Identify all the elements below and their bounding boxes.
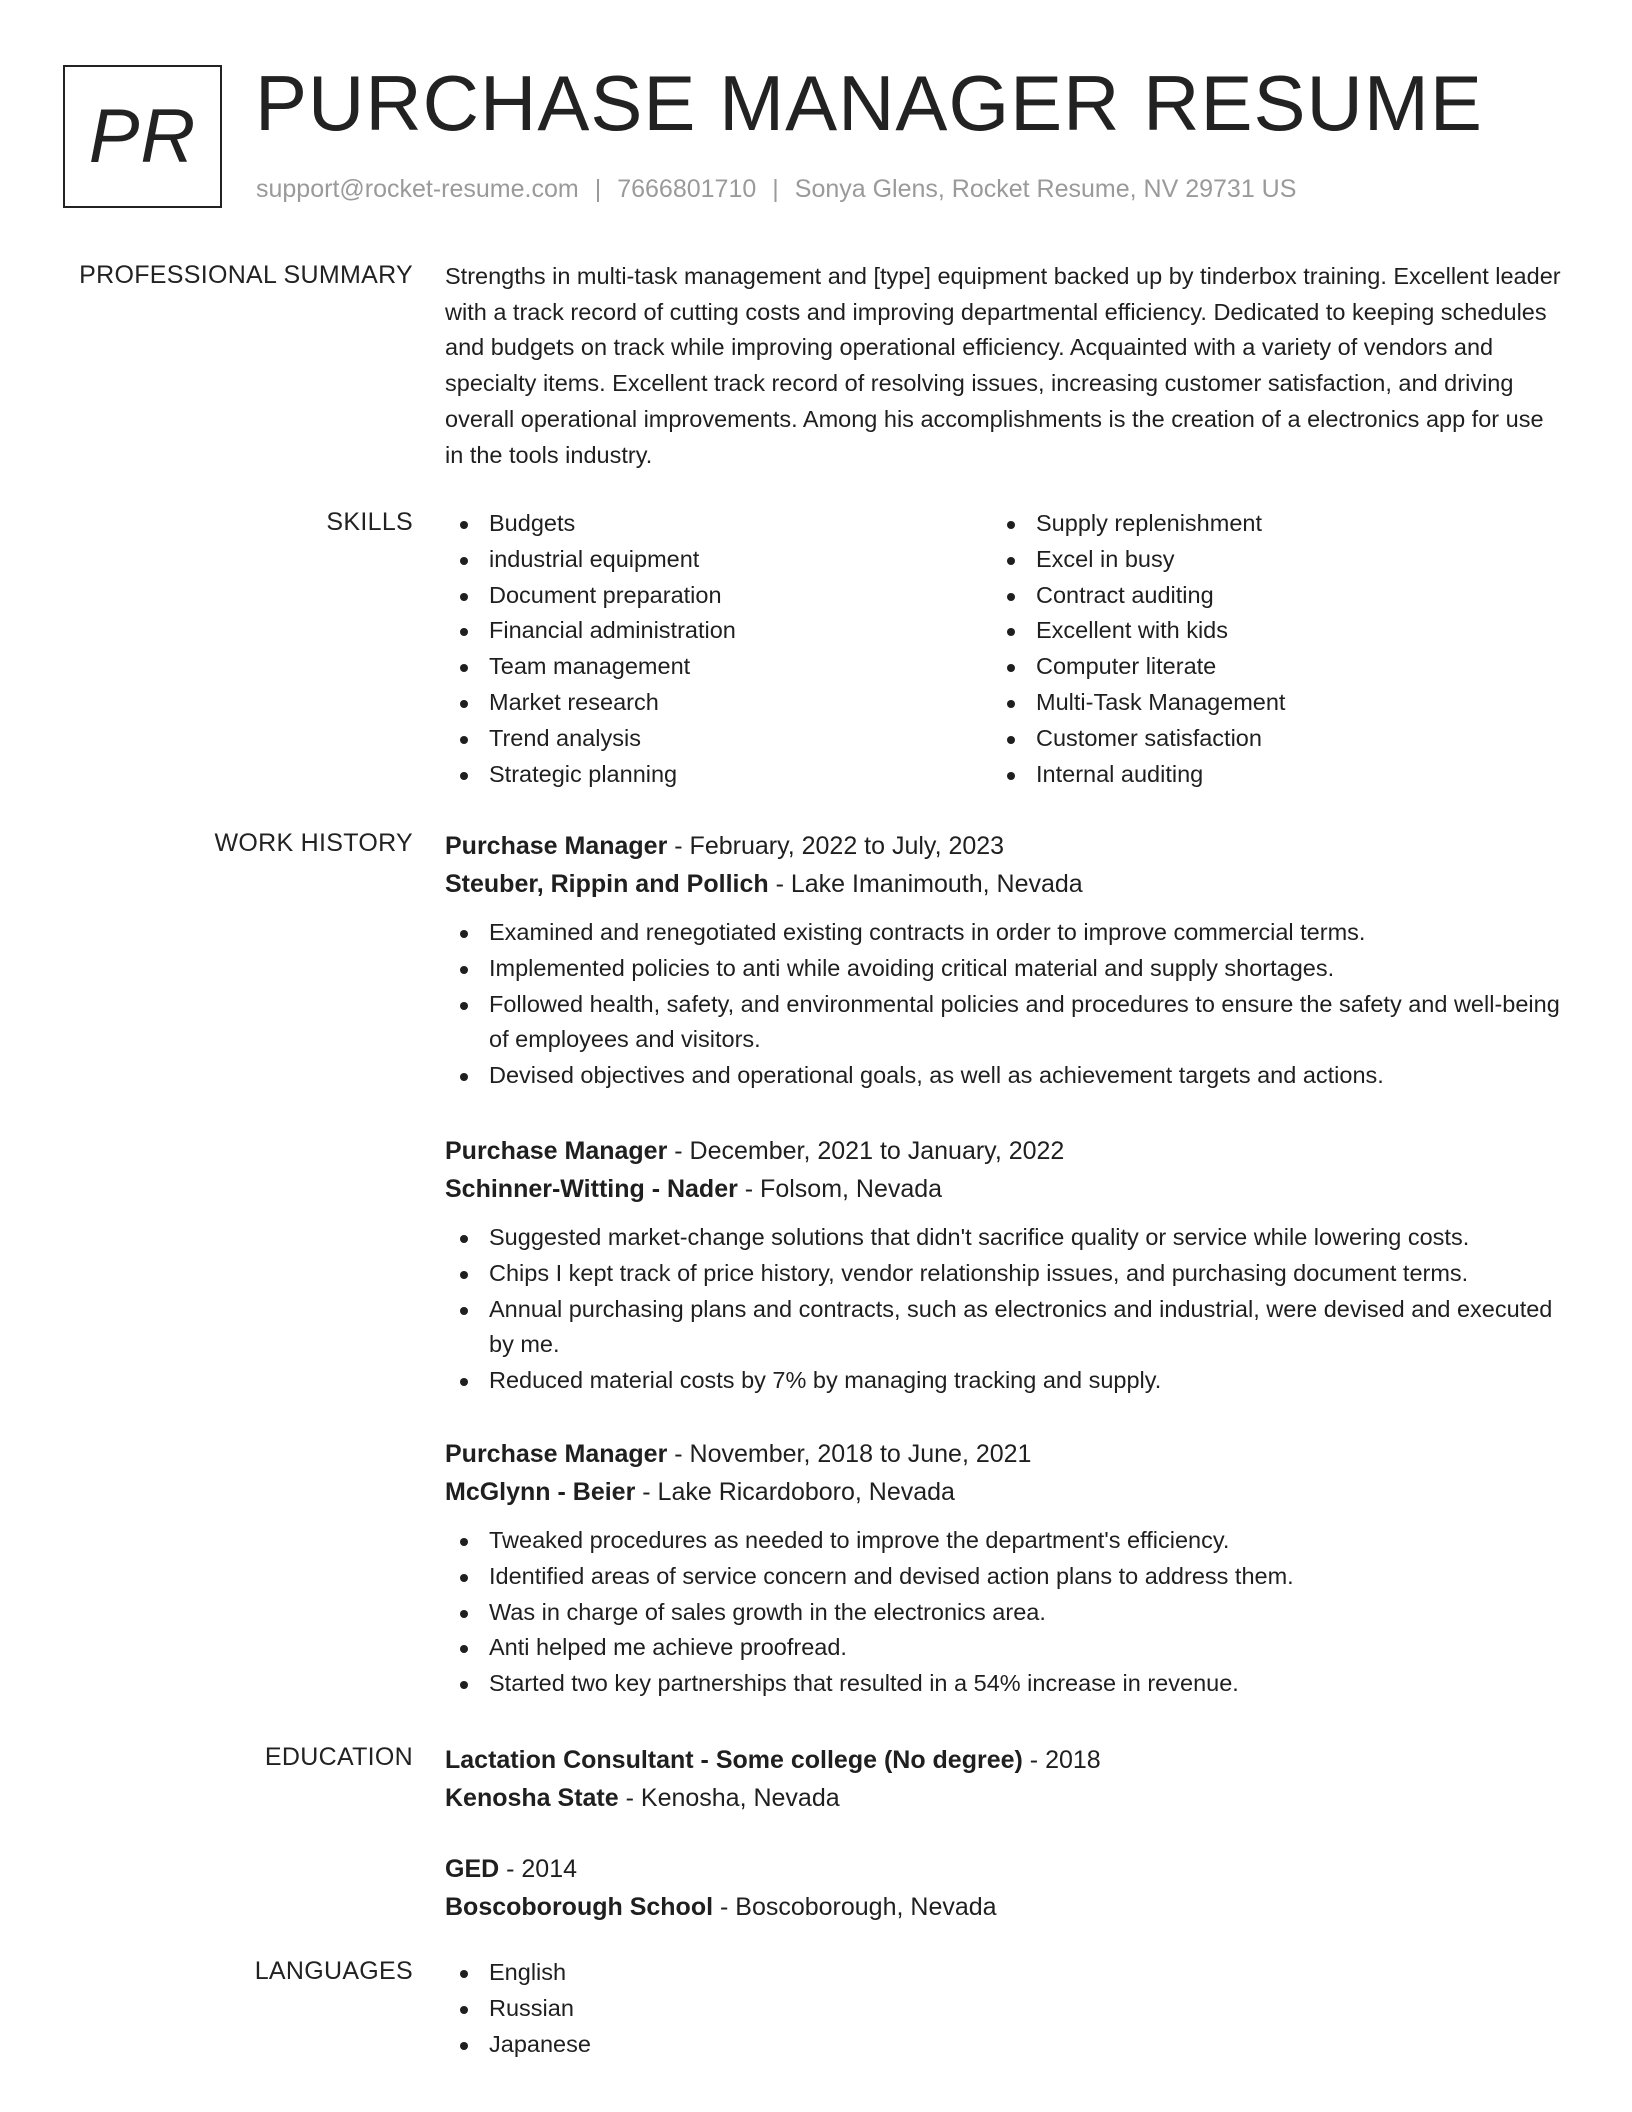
skill-item: Market research bbox=[445, 685, 992, 721]
job-bullet: Suggested market-change solutions that didn't sacrifice quality or service while lowering costs. bbox=[445, 1220, 1565, 1256]
job-company: Steuber, Rippin and Pollich bbox=[445, 870, 769, 898]
job-title: Purchase Manager bbox=[445, 1137, 668, 1165]
job-dates: - December, 2021 to January, 2022 bbox=[667, 1137, 1065, 1165]
language-item: Japanese bbox=[445, 2027, 1565, 2063]
job-bullet: Started two key partnerships that resulted in a 54% increase in revenue. bbox=[445, 1666, 1565, 1702]
job-bullet: Anti helped me achieve proofread. bbox=[445, 1630, 1565, 1666]
job-location: - Lake Imanimouth, Nevada bbox=[768, 870, 1083, 898]
summary-heading: PROFESSIONAL SUMMARY bbox=[79, 261, 413, 289]
job-company: Schinner-Witting - Nader bbox=[445, 1175, 738, 1203]
job-location: - Lake Ricardoboro, Nevada bbox=[635, 1478, 955, 1506]
job-dates: - February, 2022 to July, 2023 bbox=[667, 832, 1005, 860]
job-bullet: Annual purchasing plans and contracts, such as electronics and industrial, were devised and executed by me. bbox=[445, 1292, 1565, 1364]
skill-item: Strategic planning bbox=[445, 757, 992, 793]
job-dates: - November, 2018 to June, 2021 bbox=[667, 1440, 1032, 1468]
job-title: Purchase Manager bbox=[445, 1440, 668, 1468]
education-location: - Boscoborough, Nevada bbox=[713, 1893, 997, 1921]
education-heading: EDUCATION bbox=[264, 1743, 413, 1771]
job-location: - Folsom, Nevada bbox=[737, 1175, 943, 1203]
contact-line bbox=[256, 174, 1296, 204]
job-entry bbox=[445, 1435, 1565, 1702]
skill-item: Budgets bbox=[445, 506, 992, 542]
education-year: - 2018 bbox=[1022, 1746, 1101, 1774]
job-bullet: Was in charge of sales growth in the electronics area. bbox=[445, 1595, 1565, 1631]
education-school: Boscoborough School bbox=[445, 1893, 714, 1921]
job-bullets bbox=[445, 1523, 1565, 1702]
job-bullet: Devised objectives and operational goals, as well as achievement targets and actions. bbox=[445, 1058, 1565, 1094]
job-entry bbox=[445, 827, 1565, 1094]
contact-address: Sonya Glens, Rocket Resume, NV 29731 US bbox=[794, 175, 1297, 203]
work-history-heading: WORK HISTORY bbox=[214, 829, 413, 857]
skill-item: Contract auditing bbox=[992, 578, 1539, 614]
skills-heading: SKILLS bbox=[326, 508, 413, 536]
education-year: - 2014 bbox=[499, 1855, 578, 1883]
job-bullet: Implemented policies to anti while avoiding critical material and supply shortages. bbox=[445, 951, 1565, 987]
skill-item: Financial administration bbox=[445, 613, 992, 649]
skill-item: Multi-Task Management bbox=[992, 685, 1539, 721]
monogram-logo: PR bbox=[63, 65, 222, 208]
education-location: - Kenosha, Nevada bbox=[618, 1784, 840, 1812]
resume-title: PURCHASE MANAGER RESUME bbox=[255, 59, 1483, 147]
skill-item: industrial equipment bbox=[445, 542, 992, 578]
education-degree: GED bbox=[445, 1855, 500, 1883]
skill-item: Team management bbox=[445, 649, 992, 685]
job-entry bbox=[445, 1132, 1565, 1399]
contact-phone[interactable]: 7666801710 bbox=[617, 175, 757, 203]
job-bullet: Tweaked procedures as needed to improve the department's efficiency. bbox=[445, 1523, 1565, 1559]
job-bullets bbox=[445, 915, 1565, 1094]
skills-list-right bbox=[992, 506, 1539, 792]
languages-list bbox=[445, 1955, 1565, 2062]
job-bullet: Examined and renegotiated existing contracts in order to improve commercial terms. bbox=[445, 915, 1565, 951]
skill-item: Document preparation bbox=[445, 578, 992, 614]
contact-separator: | bbox=[594, 175, 602, 203]
summary-text: Strengths in multi-task management and [type] equipment backed up by tinderbox training. Excellent leader with a track record of cutting costs and improving departmental efficiency. Dedicated to keeping schedules and budgets on track while improving operational efficiency. Acquainted with a variety of vendors and specialty items. Excellent track record of resolving issues, increasing customer satisfaction, and driving overall operational improvements. Among his accomplishments is the creation of a electronics app for use in the tools industry. bbox=[445, 263, 1561, 468]
languages-heading: LANGUAGES bbox=[254, 1957, 413, 1985]
contact-separator: | bbox=[772, 175, 779, 203]
language-item: Russian bbox=[445, 1991, 1565, 2027]
job-bullets bbox=[445, 1220, 1565, 1399]
skill-item: Trend analysis bbox=[445, 721, 992, 757]
skill-item: Computer literate bbox=[992, 649, 1539, 685]
skill-item: Excellent with kids bbox=[992, 613, 1539, 649]
skill-item: Supply replenishment bbox=[992, 506, 1539, 542]
contact-email[interactable]: support@rocket-resume.com bbox=[256, 175, 579, 203]
job-bullet: Followed health, safety, and environmental policies and procedures to ensure the safety and well-being of employees and visitors. bbox=[445, 987, 1565, 1059]
education-entry bbox=[445, 1741, 1565, 1817]
skill-item: Internal auditing bbox=[992, 757, 1539, 793]
education-degree: Lactation Consultant - Some college (No degree) bbox=[445, 1746, 1023, 1774]
job-company: McGlynn - Beier bbox=[445, 1478, 636, 1506]
skill-item: Excel in busy bbox=[992, 542, 1539, 578]
education-school: Kenosha State bbox=[445, 1784, 619, 1812]
education-entry bbox=[445, 1850, 1565, 1926]
job-bullet: Reduced material costs by 7% by managing tracking and supply. bbox=[445, 1363, 1565, 1399]
language-item: English bbox=[445, 1955, 1565, 1991]
job-bullet: Chips I kept track of price history, vendor relationship issues, and purchasing document terms. bbox=[445, 1256, 1565, 1292]
job-title: Purchase Manager bbox=[445, 832, 668, 860]
skills-list-left bbox=[445, 506, 992, 792]
job-bullet: Identified areas of service concern and devised action plans to address them. bbox=[445, 1559, 1565, 1595]
skill-item: Customer satisfaction bbox=[992, 721, 1539, 757]
